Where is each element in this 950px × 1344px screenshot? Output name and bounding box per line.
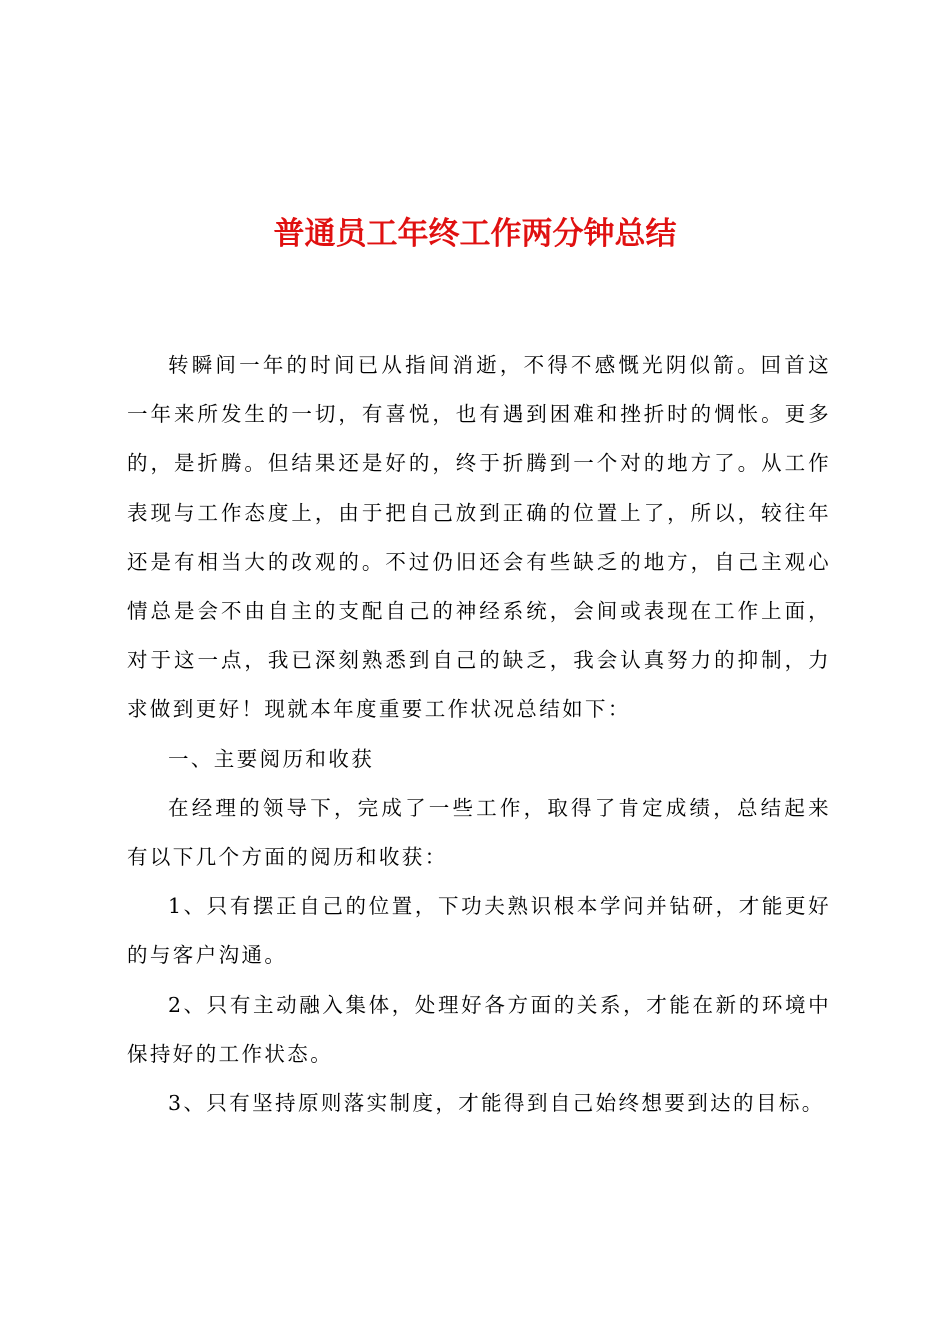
section-intro-paragraph: 在经理的领导下，完成了一些工作，取得了肯定成绩，总结起来有以下几个方面的阅历和收获： xyxy=(127,795,831,870)
document-title: 普通员工年终工作两分钟总结 xyxy=(273,216,677,252)
intro-paragraph: 转瞬间一年的时间已从指间消逝，不得不感慨光阴似箭。回首这一年来所发生的一切，有喜悦，也有遇到困难和挫折时的惆怅。更多的，是折腾。但结果还是好的，终于折腾到一个对的地方了。从工作表现与工作态度上，由于把自己放到正确的位置上了，所以，较往年还是有相当大的改观的。不过仍旧还会有些缺乏的地方，自己主观心情总是会不由自主的支配自己的神经系统，会间或表现在工作上面，对于这一点，我已深刻熟悉到自己的缺乏，我会认真努力的抑制，力求做到更好！现就本年度重要工作状况总结如下： xyxy=(127,353,831,722)
document-body xyxy=(127,341,831,1128)
section-heading: 一、主要阅历和收获 xyxy=(168,746,375,771)
list-item: 2、只有主动融入集体，处理好各方面的关系，才能在新的环境中保持好的工作状态。 xyxy=(127,992,831,1066)
list-item: 3、只有坚持原则落实制度，才能得到自己始终想要到达的目标。 xyxy=(168,1091,825,1116)
list-item: 1、只有摆正自己的位置，下功夫熟识根本学问并钻研，才能更好的与客户沟通。 xyxy=(127,894,831,968)
